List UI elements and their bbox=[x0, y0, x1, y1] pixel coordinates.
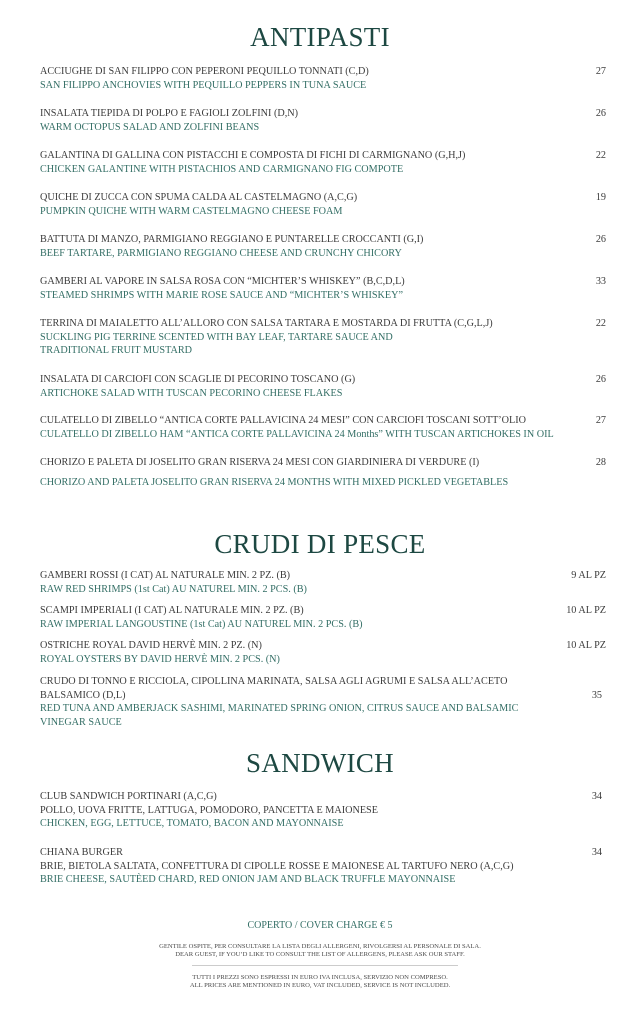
item-name-italian: CULATELLO DI ZIBELLO “ANTICA CORTE PALLAVICINA 24 MESI” CON CARCIOFI TOSCANI SOTT’OLIO bbox=[40, 415, 527, 426]
item-name-english: PUMPKIN QUICHE WITH WARM CASTELMAGNO CHEESE FOAM bbox=[40, 205, 343, 217]
item-name-english: RED TUNA AND AMBERJACK SASHIMI, MARINATED SPRING ONION, CITRUS SAUCE AND BALSAMIC bbox=[40, 703, 519, 715]
item-name-english: CHORIZO AND PALETA JOSELITO GRAN RISERVA 24 MONTHS WITH MIXED PICKLED VEGETABLES bbox=[40, 476, 509, 488]
item-name-italian: OSTRICHE ROYAL DAVID HERVÈ MIN. 2 PZ. (N) bbox=[40, 640, 262, 651]
menu-item bbox=[40, 639, 606, 666]
item-name-english: TRADITIONAL FRUIT MUSTARD bbox=[40, 345, 192, 357]
item-price: 27 bbox=[595, 415, 606, 426]
item-price: 10 AL PZ bbox=[566, 605, 606, 616]
item-name-italian: BALSAMICO (D,L) bbox=[40, 689, 126, 701]
section-title: ANTIPASTI bbox=[250, 22, 390, 52]
item-price: 22 bbox=[595, 150, 606, 161]
divider bbox=[192, 965, 458, 966]
item-name-italian: CLUB SANDWICH PORTINARI (A,C,G) bbox=[40, 791, 217, 802]
item-name-italian: BATTUTA DI MANZO, PARMIGIANO REGGIANO E PUNTARELLE CROCCANTI (G,I) bbox=[40, 234, 424, 245]
item-name-english: CHICKEN GALANTINE WITH PISTACHIOS AND CARMIGNANO FIG COMPOTE bbox=[40, 163, 404, 175]
menu-item bbox=[40, 790, 606, 831]
item-name-english: VINEGAR SAUCE bbox=[40, 716, 122, 728]
menu-item bbox=[40, 107, 606, 134]
menu-item bbox=[40, 191, 606, 218]
allergens-note-en: DEAR GUEST, IF YOU’D LIKE TO CONSULT THE LIST OF ALLERGENS, PLEASE ASK OUR STAFF. bbox=[175, 950, 465, 958]
item-price: 10 AL PZ bbox=[566, 640, 606, 651]
item-name-english: BRIE CHEESE, SAUTÈED CHARD, RED ONION JAM AND BLACK TRUFFLE MAYONNAISE bbox=[40, 874, 456, 886]
item-price: 34 bbox=[591, 847, 602, 858]
item-name-english: RAW IMPERIAL LANGOUSTINE (1st Cat) AU NATUREL MIN. 2 PCS. (B) bbox=[40, 618, 363, 630]
item-name-english: WARM OCTOPUS SALAD AND ZOLFINI BEANS bbox=[40, 121, 260, 133]
item-name-italian: GALANTINA DI GALLINA CON PISTACCHI E COMPOSTA DI FICHI DI CARMIGNANO (G,H,J) bbox=[40, 150, 466, 161]
prices-note-it: TUTTI I PREZZI SONO ESPRESSI IN EURO IVA INCLUSA, SERVIZIO NON COMPRESO. bbox=[192, 974, 448, 981]
item-name-english: RAW RED SHRIMPS (1st Cat) AU NATUREL MIN. 2 PCS. (B) bbox=[40, 583, 307, 595]
item-name-italian: QUICHE DI ZUCCA CON SPUMA CALDA AL CASTELMAGNO (A,C,G) bbox=[40, 192, 358, 203]
item-name-english: ARTICHOKE SALAD WITH TUSCAN PECORINO CHEESE FLAKES bbox=[40, 387, 343, 399]
item-name-english: STEAMED SHRIMPS WITH MARIE ROSE SAUCE AND “MICHTER’S WHISKEY” bbox=[40, 289, 403, 301]
menu-item bbox=[40, 569, 606, 596]
menu-item bbox=[40, 149, 606, 176]
item-price: 26 bbox=[595, 108, 606, 119]
item-price: 28 bbox=[595, 457, 606, 468]
item-name-italian: CHORIZO E PALETA DI JOSELITO GRAN RISERVA 24 MESI CON GIARDINIERA DI VERDURE (I) bbox=[40, 457, 480, 468]
item-name-italian: INSALATA DI CARCIOFI CON SCAGLIE DI PECORINO TOSCANO (G) bbox=[40, 374, 356, 385]
item-name-italian: CHIANA BURGER bbox=[40, 847, 123, 858]
item-name-italian: SCAMPI IMPERIALI (I CAT) AL NATURALE MIN. 2 PZ. (B) bbox=[40, 605, 304, 616]
item-price: 9 AL PZ bbox=[571, 570, 606, 581]
prices-note-en: ALL PRICES ARE MENTIONED IN EURO, VAT INCLUDED, SERVICE IS NOT INCLUDED. bbox=[189, 981, 451, 989]
item-name-italian: GAMBERI AL VAPORE IN SALSA ROSA CON “MICHTER’S WHISKEY” (B,C,D,L) bbox=[40, 276, 405, 287]
item-price: 34 bbox=[591, 791, 602, 802]
menu-item bbox=[40, 675, 606, 729]
item-name-english: CULATELLO DI ZIBELLO HAM “ANTICA CORTE PALLAVICINA 24 Months” WITH TUSCAN ARTICHOKES IN OIL bbox=[40, 428, 554, 440]
item-name-english: BEEF TARTARE, PARMIGIANO REGGIANO CHEESE AND CRUNCHY CHICORY bbox=[40, 247, 402, 259]
item-name-english: ROYAL OYSTERS BY DAVID HERVÈ MIN. 2 PCS. (N) bbox=[40, 653, 280, 665]
menu-item bbox=[40, 317, 606, 358]
item-name-english: SAN FILIPPO ANCHOVIES WITH PEQUILLO PEPPERS IN TUNA SAUCE bbox=[40, 79, 367, 91]
item-name-italian: POLLO, UOVA FRITTE, LATTUGA, POMODORO, PANCETTA E MAIONESE bbox=[40, 804, 378, 816]
item-price: 35 bbox=[591, 689, 602, 701]
item-price: 26 bbox=[595, 234, 606, 245]
item-price: 33 bbox=[595, 276, 606, 287]
item-name-english: SUCKLING PIG TERRINE SCENTED WITH BAY LEAF, TARTARE SAUCE AND bbox=[40, 331, 393, 343]
item-price: 26 bbox=[595, 374, 606, 385]
allergens-note-it: GENTILE OSPITE, PER CONSULTARE LA LISTA DEGLI ALLERGENI, RIVOLGERSI AL PERSONALE DI SALA. bbox=[159, 943, 481, 950]
menu-item bbox=[40, 233, 606, 260]
item-name-english: CHICKEN, EGG, LETTUCE, TOMATO, BACON AND MAYONNAISE bbox=[40, 818, 344, 830]
menu-item bbox=[40, 373, 606, 400]
menu-item bbox=[40, 414, 606, 441]
item-price: 27 bbox=[595, 66, 606, 77]
item-name-italian: TERRINA DI MAIALETTO ALL’ALLORO CON SALSA TARTARA E MOSTARDA DI FRUTTA (C,G,L,J) bbox=[40, 318, 493, 329]
section-title: SANDWICH bbox=[246, 748, 394, 778]
cover-charge: COPERTO / COVER CHARGE € 5 bbox=[247, 920, 393, 931]
item-price: 22 bbox=[595, 318, 606, 329]
item-name-italian: BRIE, BIETOLA SALTATA, CONFETTURA DI CIPOLLE ROSSE E MAIONESE AL TARTUFO NERO (A,C,G) bbox=[40, 860, 514, 872]
menu-item bbox=[40, 275, 606, 302]
item-name-italian: GAMBERI ROSSI (I CAT) AL NATURALE MIN. 2 PZ. (B) bbox=[40, 570, 291, 581]
item-name-italian: INSALATA TIEPIDA DI POLPO E FAGIOLI ZOLFINI (D,N) bbox=[40, 108, 299, 119]
menu-item bbox=[40, 846, 606, 887]
item-price: 19 bbox=[595, 192, 606, 203]
menu-item bbox=[40, 604, 606, 631]
menu-item bbox=[40, 456, 606, 489]
item-name-italian: ACCIUGHE DI SAN FILIPPO CON PEPERONI PEQUILLO TONNATI (C,D) bbox=[40, 66, 369, 77]
menu-item bbox=[40, 65, 606, 92]
section-title: CRUDI DI PESCE bbox=[214, 529, 426, 559]
item-name-italian: CRUDO DI TONNO E RICCIOLA, CIPOLLINA MARINATA, SALSA AGLI AGRUMI E SALSA ALL’ACETO bbox=[40, 676, 508, 687]
